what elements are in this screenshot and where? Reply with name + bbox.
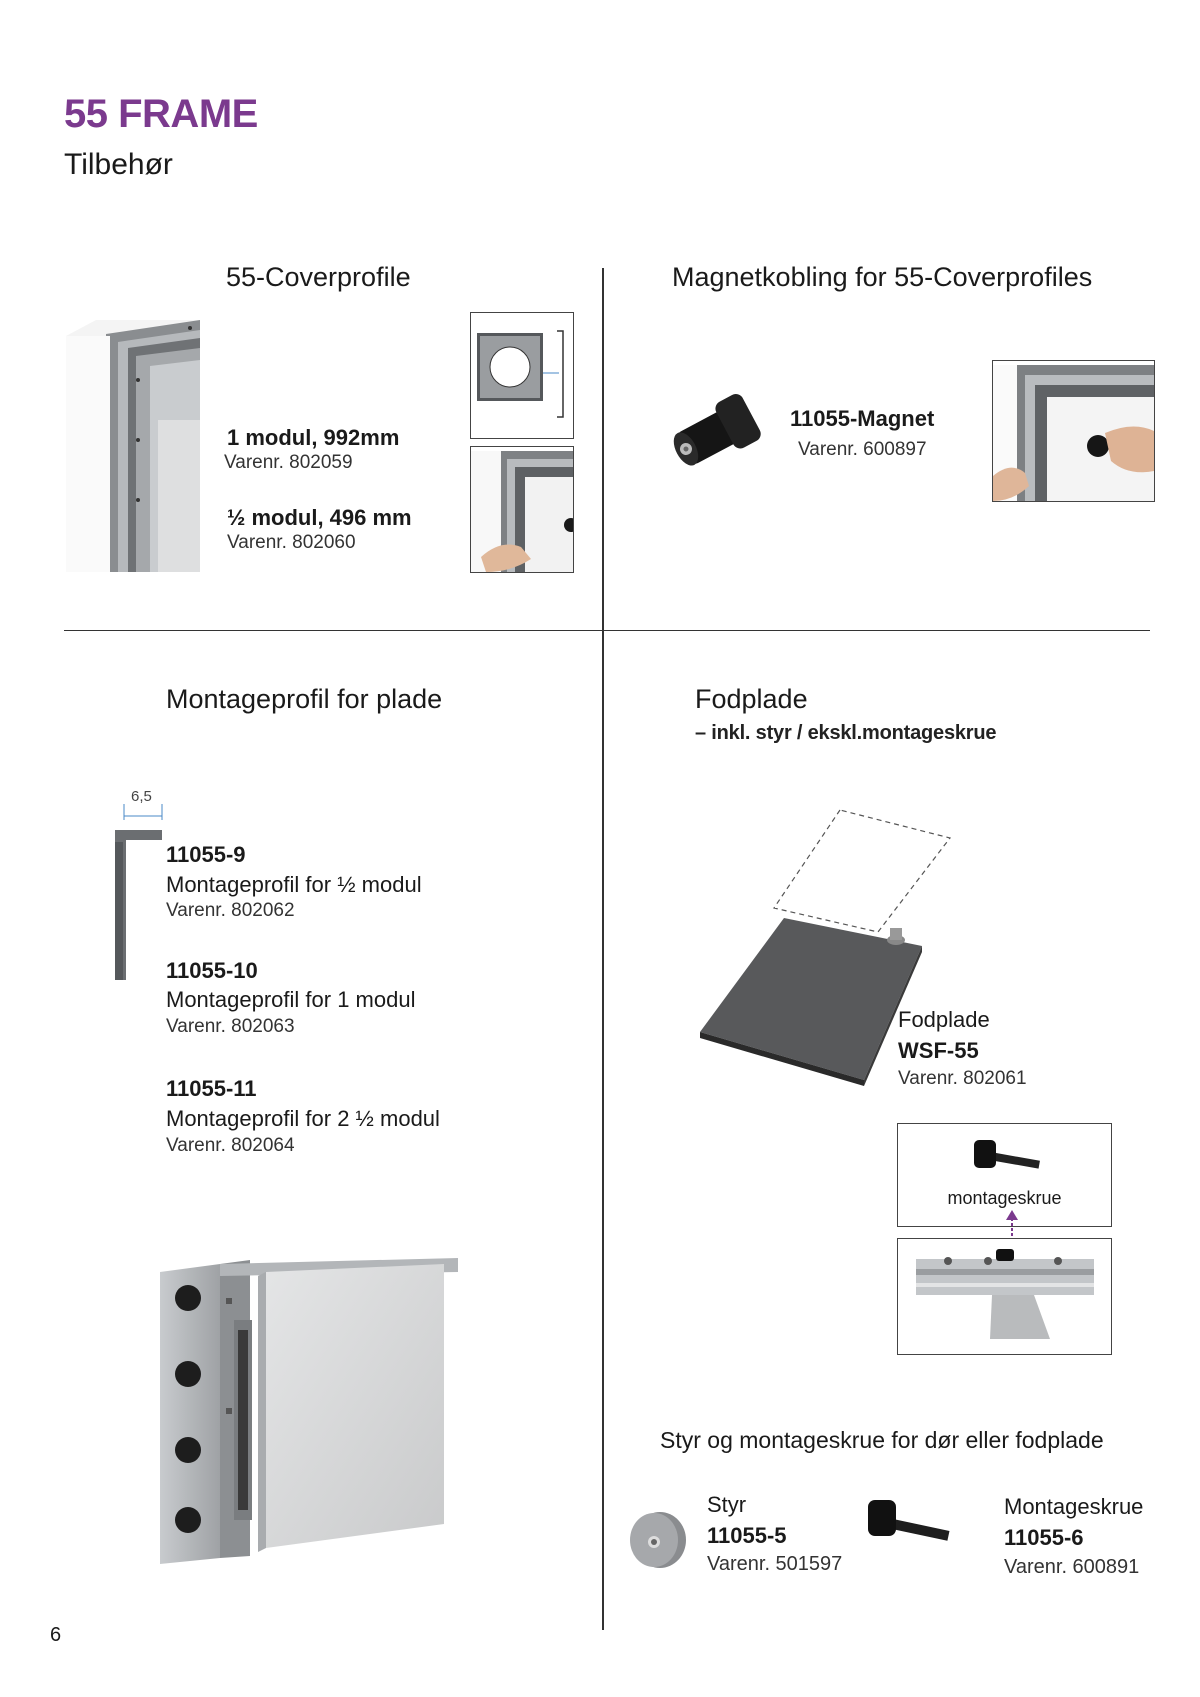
styr-varenr: Varenr. 501597 [707,1553,843,1575]
montage-item3-code: 11055-11 [166,1076,257,1101]
montage-item3-varenr: Varenr. 802064 [166,1135,295,1156]
styr-section-heading: Styr og montageskrue for dør eller fodplade [660,1427,1104,1453]
montageskrue-varenr: Varenr. 600891 [1004,1556,1140,1578]
magnet-heading: Magnetkobling for 55-Coverprofiles [672,262,1093,292]
montage-item1-varenr: Varenr. 802062 [166,900,295,921]
styr-code: 11055-5 [707,1523,787,1548]
montage-item3-desc: Montageprofil for 2 ½ modul [166,1106,440,1131]
fodplade-subheading: – inkl. styr / ekskl.montageskrue [695,722,997,744]
page-subtitle: Tilbehør [64,148,173,181]
fodplade-heading: Fodplade [695,684,808,714]
montage-item1-desc: Montageprofil for ½ modul [166,872,422,897]
montage-item2-desc: Montageprofil for 1 modul [166,987,416,1012]
magnet-name: 11055-Magnet [790,406,935,431]
cover-item2-name: ½ modul, 496 mm [227,505,412,530]
cover-hand-photo [470,446,574,573]
styr-name: Styr [707,1492,747,1517]
magnet-varenr: Varenr. 600897 [798,439,927,460]
screw-icon [968,1134,1048,1174]
magnet-photo [660,385,772,480]
cover-item2-varenr: Varenr. 802060 [227,532,356,553]
cover-item1-varenr: Varenr. 802059 [224,452,353,473]
styr-photo [626,1510,688,1570]
cover-section-drawing [470,312,574,439]
frame-with-plate-photo [158,1258,458,1568]
montageskrue-photo [862,1492,954,1552]
cover-item1-name: 1 modul, 992mm [227,425,400,450]
montageskrue-name: Montageskrue [1004,1494,1144,1519]
montageskrue-code: 11055-6 [1004,1525,1084,1550]
montage-item1-code: 11055-9 [166,842,246,867]
screw-label: montageskrue [947,1188,1062,1208]
rail-photo [898,1239,1111,1354]
fodplade-label: Fodplade [898,1007,990,1032]
fodplade-drawing [700,800,1040,1090]
montage-heading: Montageprofil for plade [166,684,443,714]
profile-drawing [112,798,166,984]
magnet-mounted-photo [992,360,1155,502]
profile-dimension: 6,5 [131,788,152,805]
montage-item2-varenr: Varenr. 802063 [166,1016,295,1037]
montage-item2-code: 11055-10 [166,958,258,983]
cover-profile-photo [66,320,200,572]
vertical-divider [602,268,604,1630]
cover-heading: 55-Coverprofile [226,262,411,292]
fodplade-varenr: Varenr. 802061 [898,1068,1027,1089]
horizontal-divider [64,630,1150,631]
page-title: 55 FRAME [64,92,258,136]
rail-box [897,1238,1112,1355]
fodplade-code: WSF-55 [898,1038,979,1063]
page-number: 6 [50,1624,62,1646]
